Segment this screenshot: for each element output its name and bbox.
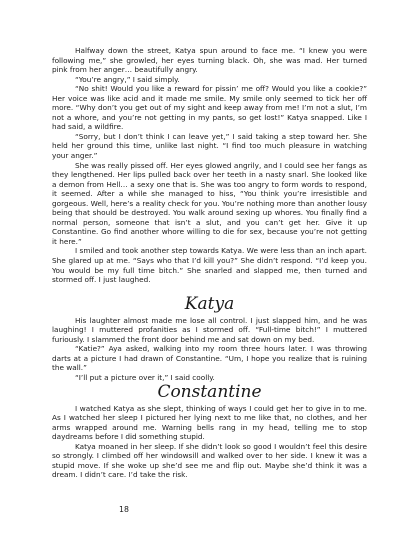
paragraph: Halfway down the street, Katya spun around to face me. “I knew you were following me,” she growled, her eyes turning black. Oh, she was mad. Her turned pink from her anger… beautifully angry. [52,46,367,75]
paragraph: “Sorry, but I don’t think I can leave yet,” I said taking a step toward her. She held her ground this time, unlike last night. “I find too much pleasure in watching your anger.” [52,131,367,161]
paragraph: I smiled and took another step towards Katya. We were less than an inch apart. She glared up at me. “Says who that I’d kill you?” She didn’t respond. “I’d keep you. You would be my full time bitch.” She snarled and slapped me, then turned and stormed off. I just laughed. [52,246,367,285]
section-heading-katya: Katya [184,293,235,314]
paragraph: “No shit! Would you like a reward for pissin’ me off? Would you like a cookie?” Her voice was like acid and it made me smile. My smile only seemed to tick her off more. “Why don’t you get out of my sight and keep away from me! I’m not a slut, I’m not a whore, and you’re not getting in my pants, so get lost!” Katya snapped. Like I had said, a wildfire. [52,84,367,132]
page-number: 18 [119,505,129,514]
paragraph: I watched Katya as she slept, thinking of ways I could get her to give in to me. As I watched her sleep I pictured her lying next to me like that, no clothes, and her arms wrapped around me. Warning bells rang in my head, telling me to stop daydreams before I did something stupid. [52,403,367,442]
paragraph: “Katie?” Aya asked, walking into my room three hours later. I was throwing darts at a picture I had drawn of Constantine. “Um, I hope you realize that is ruining the wall.” [52,344,367,373]
paragraph: “You’re angry,” I said simply. [75,74,180,84]
paragraph: Katya moaned in her sleep. If she didn’t look so good I wouldn’t feel this desire so strongly. I climbed off her windowsill and walked over to her side. I knew it was a stupid move. If she woke up she’d see me and flip out. Maybe she’d think it was a dream. I didn’t care. I’d take the risk. [52,441,367,480]
page-body [52,46,367,480]
paragraph: His laughter almost made me lose all control. I just slapped him, and he was laughing! I muttered profanities as I stormed off. “Full-time bitch!” I muttered furiously. I slammed the front door behind me and sat down on my bed. [52,315,367,344]
paragraph: “I’ll put a picture over it,” I said coolly. [75,372,215,382]
paragraph: She was really pissed off. Her eyes glowed angrily, and I could see her fangs as they lengthened. Her lips pulled back over her teeth in a nasty snarl. She looked like a demon from Hell… a sexy one that is. She was too angry to form words to respond, it seemed. After a while she managed to hiss, “You think you’re irresistible and gorgeous. Well, here’s a reality check for you. You’re nothing more than another lousy being that should be destroyed. You walk around sexing up whores. You finally find a normal person, someone that isn’t a slut, and you can’t get her. Give it up Constantine. Go find another whore willing to die for sex, because you’re not getting it here.” [52,160,367,246]
section-heading-constantine: Constantine [157,381,262,402]
